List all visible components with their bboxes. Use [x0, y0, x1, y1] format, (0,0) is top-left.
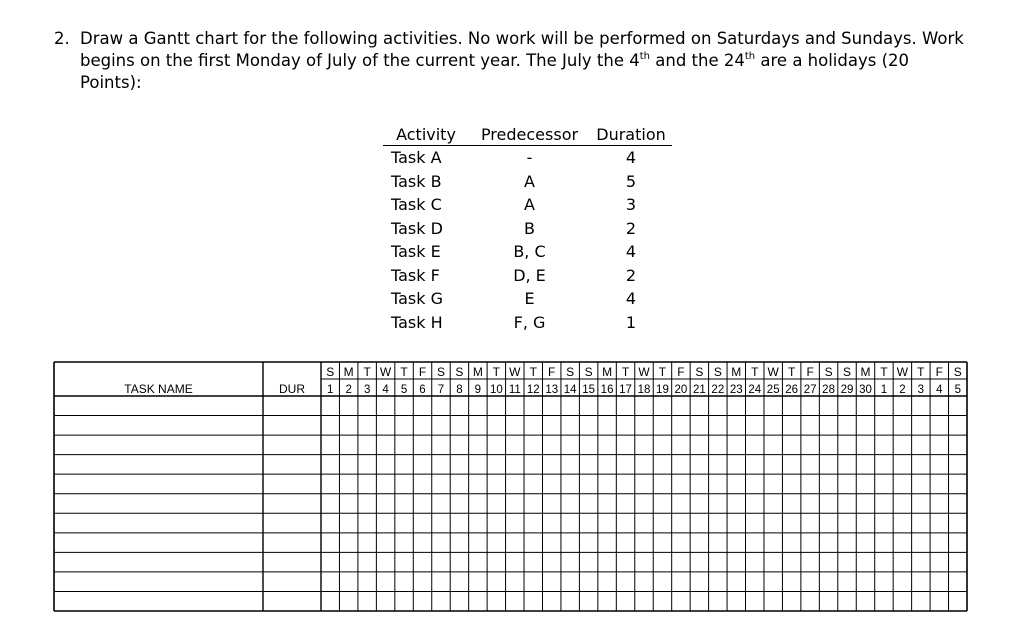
day-letter: S [455, 365, 464, 379]
day-number: 12 [526, 384, 540, 396]
day-letter: S [436, 365, 445, 379]
activity-predecessor: D, E [513, 265, 546, 285]
day-letter: S [824, 365, 833, 379]
day-number: 22 [711, 384, 725, 396]
activity-name: Task A [391, 148, 442, 168]
activity-name: Task G [391, 289, 444, 309]
day-letter: W [896, 365, 909, 379]
day-number: 30 [859, 384, 872, 396]
activity-predecessor: A [524, 195, 535, 215]
activity-predecessor: E [524, 289, 535, 309]
day-letter: T [529, 365, 537, 379]
day-letter: T [880, 365, 888, 379]
day-letter: M [731, 365, 742, 379]
activity-name: Task C [391, 195, 442, 215]
day-number: 27 [803, 384, 817, 396]
day-number: 3 [917, 384, 925, 396]
day-number: 24 [748, 384, 762, 396]
day-letter: S [695, 365, 704, 379]
day-letter: W [638, 365, 650, 379]
day-letter: M [860, 365, 871, 379]
task-name-header: TASK NAME [124, 382, 193, 396]
activity-duration: 4 [625, 289, 637, 309]
day-letter: F [806, 365, 814, 379]
activity-name: Task D [391, 218, 443, 238]
day-letter: F [677, 365, 685, 379]
day-number: 18 [637, 384, 651, 396]
day-letter: F [418, 365, 427, 379]
day-number: 7 [437, 384, 445, 396]
day-number: 3 [363, 384, 371, 396]
day-letter: M [602, 365, 613, 379]
day-letter: W [379, 365, 392, 379]
day-number: 23 [729, 384, 743, 396]
day-letter: S [584, 365, 593, 379]
day-letter: F [935, 365, 943, 379]
activity-duration: 1 [625, 312, 637, 332]
day-number: 11 [508, 384, 521, 396]
activity-name: Task B [391, 171, 442, 191]
activity-duration: 5 [625, 171, 637, 191]
day-letter: F [548, 365, 556, 379]
question-number: 2. [54, 29, 70, 48]
day-number: 14 [563, 384, 577, 396]
day-number: 21 [692, 384, 706, 396]
day-number: 29 [840, 384, 854, 396]
day-number: 1 [880, 384, 888, 396]
activity-name: Task H [391, 312, 443, 332]
day-number: 19 [656, 384, 669, 396]
day-number: 2 [899, 384, 906, 396]
day-number: 25 [766, 384, 780, 396]
day-letter: T [621, 365, 630, 379]
day-number: 6 [419, 384, 426, 396]
dur-header: DUR [279, 382, 305, 396]
day-letter: S [566, 365, 575, 379]
day-number: 28 [822, 384, 835, 396]
activity-predecessor: - [526, 148, 533, 168]
day-number: 4 [936, 384, 943, 396]
activity-duration: 3 [625, 195, 637, 215]
day-letter: S [326, 365, 335, 379]
activity-duration: 2 [625, 265, 637, 285]
day-number: 16 [600, 384, 614, 396]
day-number: 15 [582, 384, 596, 396]
day-number: 9 [474, 384, 482, 396]
day-number: 17 [619, 384, 632, 396]
day-letter: T [751, 365, 759, 379]
day-letter: S [953, 365, 962, 379]
day-number: 2 [345, 384, 352, 396]
day-letter: T [492, 365, 501, 379]
superscript-th: th [639, 51, 651, 62]
activity-duration: 4 [625, 242, 637, 262]
day-number: 1 [327, 384, 334, 396]
header-activity: Activity [383, 124, 469, 146]
day-number: 20 [674, 384, 688, 396]
header-duration: Duration [590, 124, 672, 146]
superscript-th: th [744, 51, 756, 62]
day-letter: T [363, 365, 371, 379]
day-letter: M [343, 365, 354, 379]
activity-predecessor: B, C [513, 242, 546, 262]
day-letter: T [787, 365, 796, 379]
day-letter: W [767, 365, 779, 379]
day-letter: T [400, 365, 408, 379]
day-number: 10 [489, 384, 503, 396]
day-number: 5 [954, 384, 961, 396]
day-letter: T [917, 365, 925, 379]
question-text: Draw a Gantt chart for the following activities. No work will be performed on Saturdays and Sundays. Work begins on the first Monday of July of the current year. The July the 4th and the 24th are a holidays (20 Points): [80, 29, 964, 92]
activity-duration: 2 [625, 218, 637, 238]
day-number: 8 [456, 384, 463, 396]
day-letter: W [509, 365, 521, 379]
day-letter: M [472, 365, 483, 379]
day-number: 13 [545, 384, 559, 396]
activity-predecessor: F, G [513, 312, 546, 332]
day-letter: T [658, 365, 667, 379]
activity-predecessor: A [524, 171, 535, 191]
day-number: 5 [400, 384, 408, 396]
activity-name: Task F [391, 265, 440, 285]
activity-predecessor: B [524, 218, 535, 238]
day-number: 26 [785, 384, 799, 396]
activity-name: Task E [391, 242, 441, 262]
activity-duration: 4 [625, 148, 637, 168]
day-number: 4 [382, 384, 389, 396]
day-letter: S [713, 365, 722, 379]
header-predecessor: Predecessor [469, 124, 590, 146]
day-letter: S [843, 365, 852, 379]
